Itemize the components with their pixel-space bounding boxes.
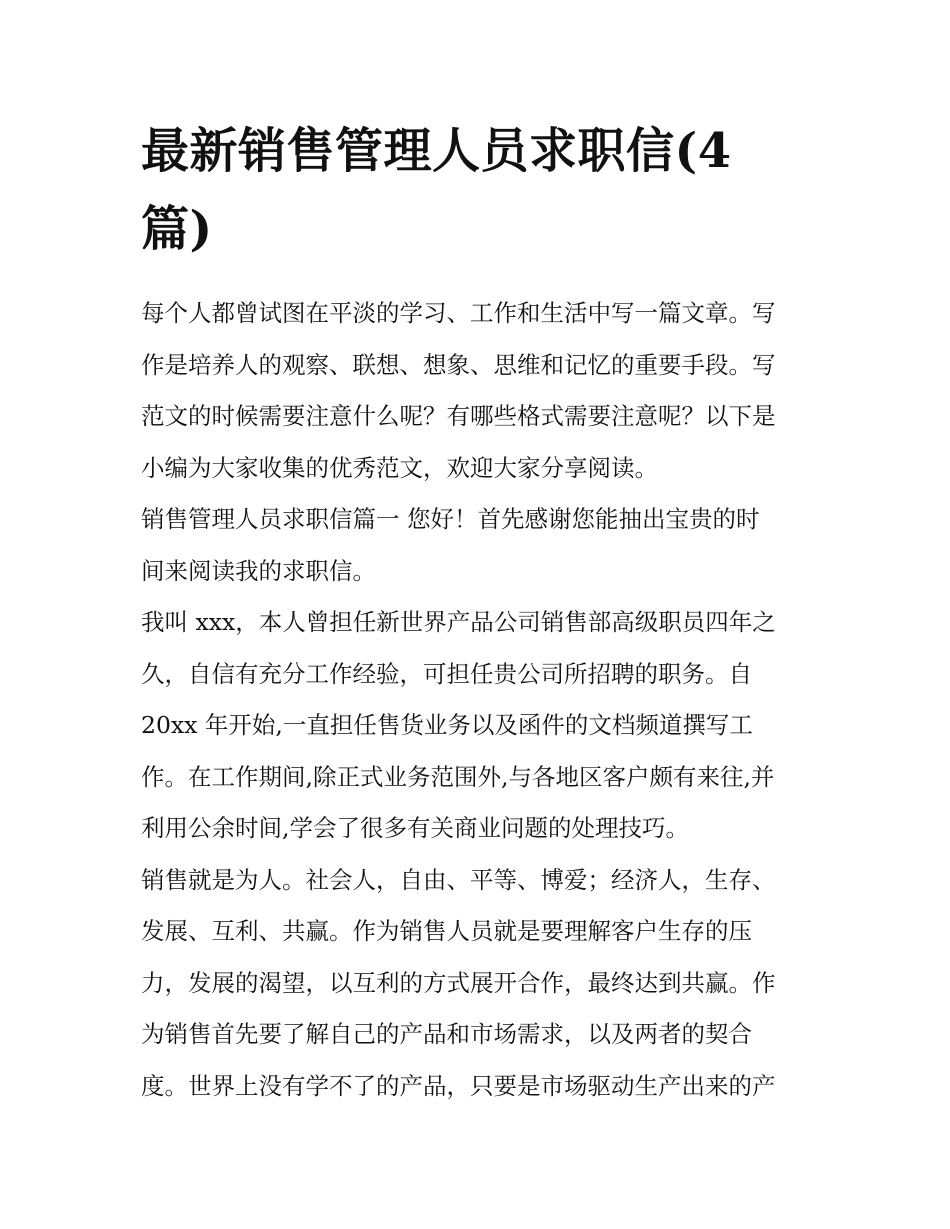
body-line-15: 为销售首先要了解自己的产品和市场需求，以及两者的契合 (141, 1020, 752, 1048)
body-line-14: 力，发展的渴望，以互利的方式展开合作，最终达到共赢。作 (141, 968, 776, 997)
body-line-11: 利用公余时间,学会了很多有关商业问题的处理技巧。 (141, 814, 689, 842)
document-body (141, 288, 813, 1112)
title-line-1: 最新销售管理人员求职信(4 (141, 123, 732, 179)
body-line-9: 20xx 年开始,一直担任售货业务以及函件的文档频道撰写工 (141, 711, 753, 739)
body-line-13: 发展、互利、共赢。作为销售人员就是要理解客户生存的压 (141, 917, 752, 945)
body-line-10: 作。在工作期间,除正式业务范围外,与各地区客户颇有来往,并 (141, 762, 775, 791)
body-line-7: 我叫 xxx，本人曾担任新世界产品公司销售部高级职员四年之 (141, 608, 776, 636)
body-line-6: 间来阅读我的求职信。 (141, 556, 376, 585)
document-title (141, 112, 813, 268)
title-line-2: 篇) (141, 201, 213, 257)
body-line-2: 作是培养人的观察、联想、想象、思维和记忆的重要手段。写 (141, 350, 776, 379)
body-line-12: 销售就是为人。社会人，自由、平等、博爱；经济人，生存、 (141, 865, 776, 894)
body-line-8: 久，自信有充分工作经验，可担任贵公司所招聘的职务。自 (141, 659, 752, 688)
body-line-5: 销售管理人员求职信篇一 您好！首先感谢您能抽出宝贵的时 (141, 505, 760, 533)
document-page (141, 112, 813, 1112)
body-line-3: 范文的时候需要注意什么呢？有哪些格式需要注意呢？以下是 (141, 402, 776, 430)
body-line-1: 每个人都曾试图在平淡的学习、工作和生活中写一篇文章。写 (141, 299, 776, 327)
body-line-16: 度。世界上没有学不了的产品，只要是市场驱动生产出来的产 (141, 1071, 776, 1100)
body-line-4: 小编为大家收集的优秀范文，欢迎大家分享阅读。 (141, 453, 658, 482)
